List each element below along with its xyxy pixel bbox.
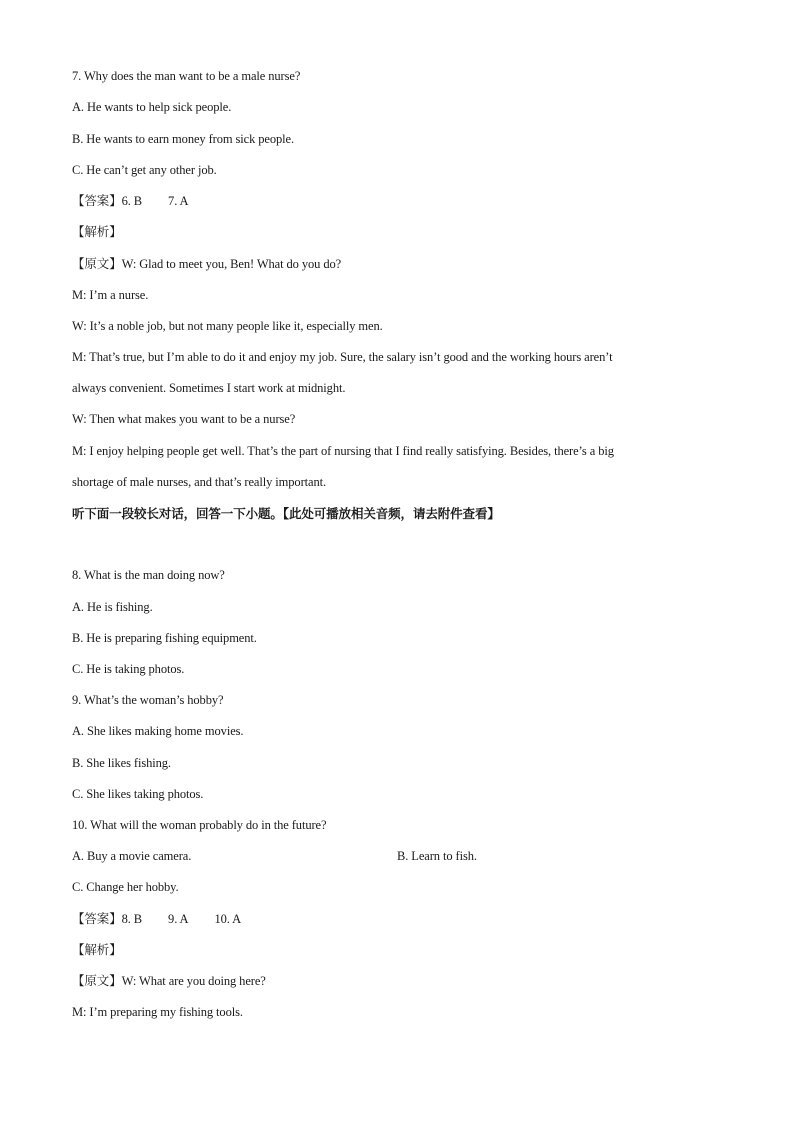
transcript1-line-7: shortage of male nurses, and that’s really important. [72,475,327,489]
answer-line-1 [72,193,188,209]
q10-question: 10. What will the woman probably do in the future? [72,818,327,832]
q8-option-a: A. He is fishing. [72,600,153,614]
analysis-label-1: 【解析】 [72,224,122,239]
answer-line-2 [72,911,241,927]
q9-option-b: B. She likes fishing. [72,756,171,770]
q9-option-a: A. She likes making home movies. [72,724,244,738]
q10-option-b: B. Learn to fish. [397,849,477,863]
q8-option-c: C. He is taking photos. [72,662,185,676]
q7-option-a: A. He wants to help sick people. [72,100,232,114]
transcript1-line-4: always convenient. Sometimes I start work at midnight. [72,381,346,395]
transcript2-line-1: M: I’m preparing my fishing tools. [72,1005,243,1019]
answer-6: 6. B [121,194,143,208]
q7-option-c: C. He can’t get any other job. [72,163,217,177]
transcript2-line-0 [72,973,266,989]
answer-label: 【答案】 [72,911,122,926]
q7-option-b: B. He wants to earn money from sick people. [72,132,295,146]
q7-question: 7. Why does the man want to be a male nurse? [72,69,301,83]
transcript1-line-5: W: Then what makes you want to be a nurse? [72,412,296,426]
answer-9: 9. A [168,912,189,926]
q9-question: 9. What’s the woman’s hobby? [72,693,224,707]
q8-question: 8. What is the man doing now? [72,568,225,582]
q10-option-a: A. Buy a movie camera. [72,849,192,863]
transcript1-line-3: M: That’s true, but I’m able to do it and enjoy my job. Sure, the salary isn’t good and the working hours aren’t [72,350,613,364]
transcript-label: 【原文】 [72,256,122,271]
answer-10: 10. A [214,912,242,926]
q8-option-b: B. He is preparing fishing equipment. [72,631,257,645]
transcript-text: W: Glad to meet you, Ben! What do you do? [121,257,342,271]
listening-instruction: 听下面一段较长对话，回答一下小题。【此处可播放相关音频，请去附件查看】 [72,506,500,521]
transcript-label: 【原文】 [72,973,122,988]
transcript1-line-6: M: I enjoy helping people get well. That’s the part of nursing that I find really satisfying. Besides, there’s a big [72,444,614,458]
transcript1-line-0 [72,256,341,272]
q9-option-c: C. She likes taking photos. [72,787,204,801]
transcript1-line-2: W: It’s a noble job, but not many people like it, especially men. [72,319,383,333]
transcript-text: W: What are you doing here? [121,974,266,988]
q10-options-row [72,848,722,864]
transcript1-line-1: M: I’m a nurse. [72,288,149,302]
answer-8: 8. B [121,912,143,926]
answer-7: 7. A [168,194,189,208]
answer-label: 【答案】 [72,193,122,208]
analysis-label-2: 【解析】 [72,942,122,957]
q10-option-c: C. Change her hobby. [72,880,179,894]
